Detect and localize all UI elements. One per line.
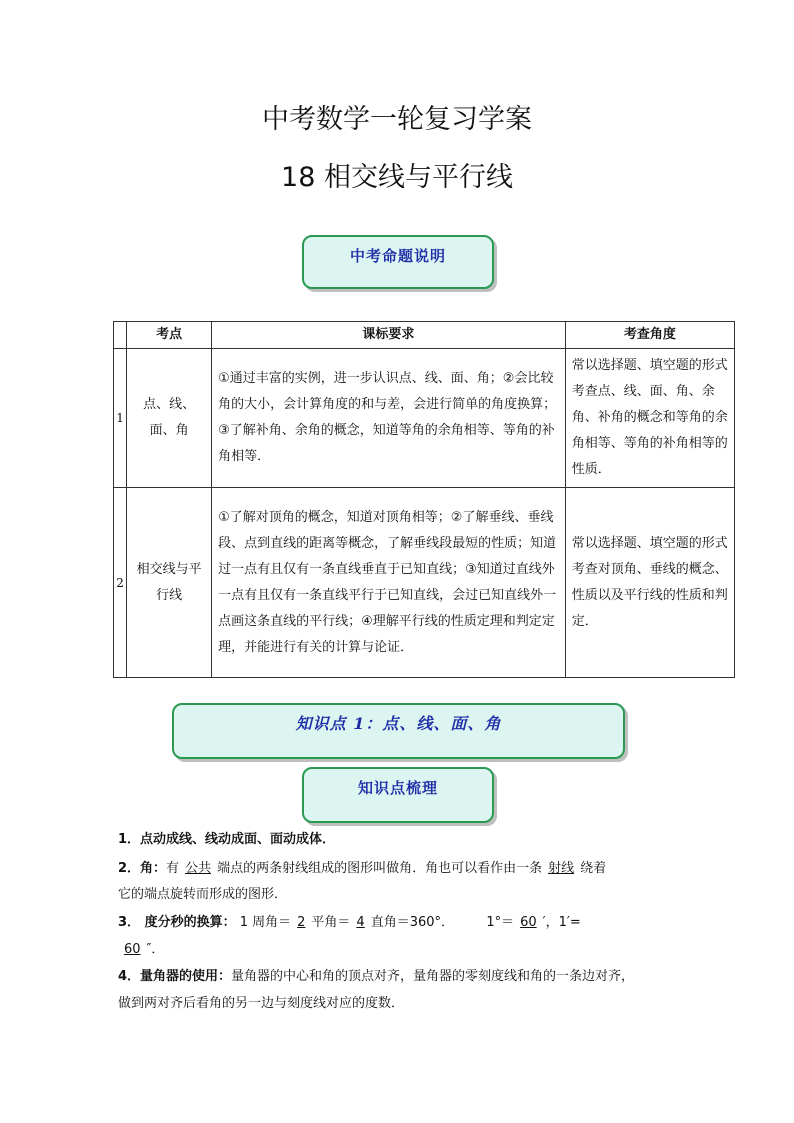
item-3-text-c: 直角＝360°． xyxy=(370,915,455,930)
row-requirement: ①通过丰富的实例，进一步认识点、线、面、角；②会比较角的大小，会计算角度的和与差，会进行简单的角度换算；③了解补角、余角的概念，知道等角的余角相等、等角的补角相等． xyxy=(212,349,566,488)
table-header-row xyxy=(114,322,735,349)
item-4-lead: 4．量角器的使用： xyxy=(118,969,232,984)
table-row xyxy=(114,349,735,488)
table-header-requirement: 课标要求 xyxy=(212,322,566,349)
item-2-blank-1: 公共 xyxy=(185,861,212,876)
page-title: 中考数学一轮复习学案 xyxy=(262,104,532,135)
row-number: 1 xyxy=(114,349,127,488)
item-2 xyxy=(118,859,606,879)
item-3-text-a: 1 周角＝ xyxy=(239,915,292,930)
item-2-blank-2: 射线 xyxy=(548,861,575,876)
item-3-text-b: 平角＝ xyxy=(311,915,351,930)
row-angle: 常以选择题、填空题的形式考查对顶角、垂线的概念、性质以及平行线的性质和判定． xyxy=(565,488,734,678)
item-4-cont xyxy=(118,994,404,1014)
table-row xyxy=(114,488,735,678)
item-2-text-d: 它的端点旋转而形成的图形． xyxy=(118,887,288,902)
row-point: 点、线、面、角 xyxy=(127,349,212,488)
row-point: 相交线与平行线 xyxy=(127,488,212,678)
table-header-point: 考点 xyxy=(127,322,212,349)
item-3-blank-2: 4 xyxy=(356,915,365,930)
item-1 xyxy=(118,830,335,850)
item-3-text-d: 1°＝ xyxy=(486,915,515,930)
item-3-text-f: ″． xyxy=(146,942,165,957)
item-3 xyxy=(118,913,581,933)
row-angle: 常以选择题、填空题的形式考查点、线、面、角、余角、补角的概念和等角的余角相等、等角的补角相等的性质． xyxy=(565,349,734,488)
item-4 xyxy=(118,967,634,987)
knowledge-point-box: 知识点 1：点、线、面、角 xyxy=(172,703,625,759)
item-3-cont xyxy=(118,940,164,960)
item-3-text-e: ′，1′= xyxy=(542,915,581,930)
item-3-lead: 3． 度分秒的换算： xyxy=(118,915,236,930)
section-box-exam-description: 中考命题说明 xyxy=(302,235,494,289)
table-header-index xyxy=(114,322,127,349)
knowledge-review-box: 知识点梳理 xyxy=(302,767,494,823)
item-2-text-c: 绕着 xyxy=(580,861,607,876)
page-subtitle: 18 相交线与平行线 xyxy=(281,162,513,193)
row-requirement: ①了解对顶角的概念，知道对顶角相等；②了解垂线、垂线段、点到直线的距离等概念，了解垂线段最短的性质；知道过一点有且仅有一条直线垂直于已知直线；③知道过直线外一点有且仅有一条直线平行于已知直线，会过已知直线外一点画这条直线的平行线；④理解平行线的性质定理和判定定理，并能进行有关的计算与论证． xyxy=(212,488,566,678)
item-2-text-b: 端点的两条射线组成的图形叫做角．角也可以看作由一条 xyxy=(217,861,543,876)
item-3-blank-1: 2 xyxy=(297,915,306,930)
table-header-angle: 考查角度 xyxy=(565,322,734,349)
item-2-text-a: 有 xyxy=(166,861,180,876)
item-2-lead: 2．角： xyxy=(118,861,167,876)
item-3-blank-4: 60 xyxy=(124,942,141,957)
item-4-text-a: 量角器的中心和角的顶点对齐，量角器的零刻度线和角的一条边对齐， xyxy=(231,969,635,984)
item-4-text-b: 做到两对齐后看角的另一边与刻度线对应的度数． xyxy=(118,996,405,1011)
item-2-cont xyxy=(118,885,287,905)
item-3-blank-3: 60 xyxy=(520,915,537,930)
exam-table xyxy=(113,321,735,678)
row-number: 2 xyxy=(114,488,127,678)
item-1-text: 1．点动成线、线动成面、面动成体． xyxy=(118,832,336,847)
